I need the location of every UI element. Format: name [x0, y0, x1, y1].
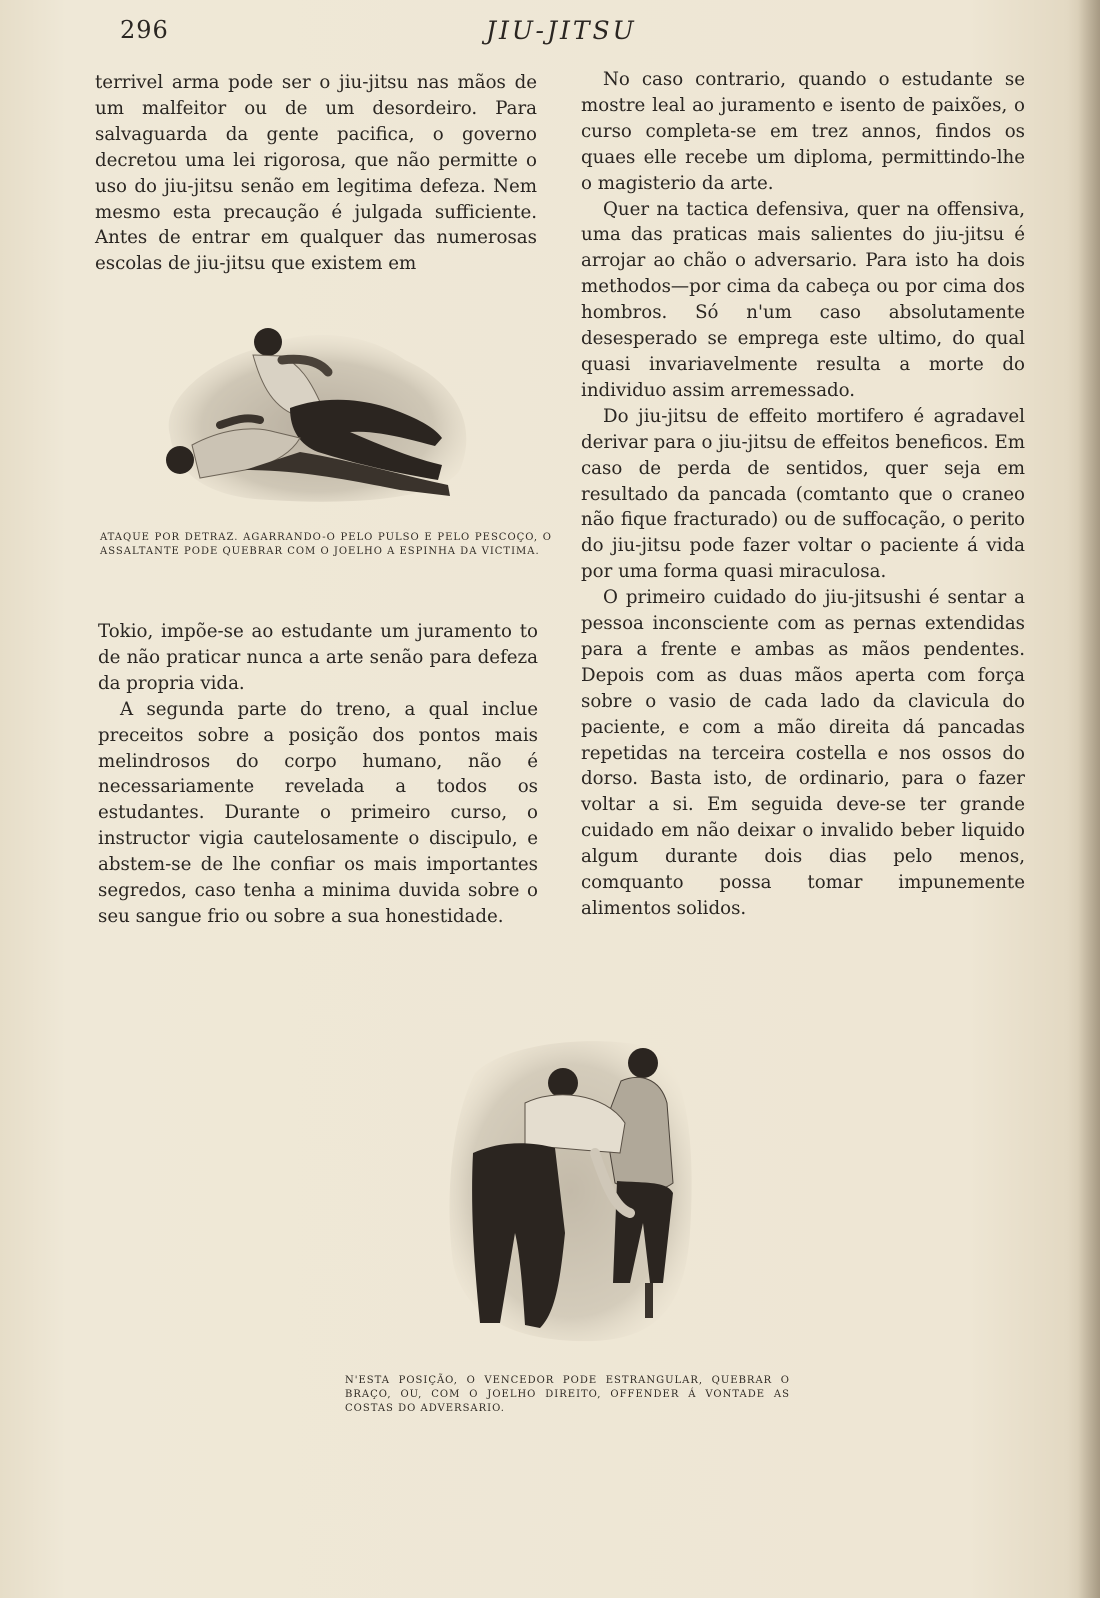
photo-attack-from-behind — [150, 320, 477, 510]
right-column — [581, 67, 1025, 922]
running-title: JIU-JITSU — [486, 16, 637, 45]
paragraph: Tokio, impõe-se ao estudante um juramento to de não praticar nunca a arte senão para defeza da propria vida. — [98, 621, 538, 694]
paragraph: A segunda parte do treno, a qual inclue preceitos sobre a posição dos pontos mais melindrosos do corpo humano, não é necessariamente revelada a todos os estudantes. Durante o primeiro curso, o instructor vigia cautelosamente o discipulo, e abstem-se de lhe confiar os mais importantes segredos, caso tenha a minima duvida sobre o seu sangue frio ou sobre a sua honestidade. — [98, 698, 538, 927]
paragraph: Quer na tactica defensiva, quer na offensiva, uma das praticas mais salientes do jiu-jitsu é arrojar ao chão o adversario. Para isto ha dois methodos—por cima da cabeça ou por cima dos hombros. Só n'um caso absolutamente desesperado se emprega este ultimo, do qual quasi invariavelmente resulta a morte do individuo assim arremessado. — [581, 198, 1025, 401]
paragraph: No caso contrario, quando o estudante se mostre leal ao juramento e isento de paixões, o curso completa-se em trez annos, findos os quaes elle recebe um diploma, permittindo-lhe o magisterio da arte. — [581, 69, 1025, 194]
photo-standing-hold — [445, 1033, 697, 1343]
paragraph: terrivel arma pode ser o jiu-jitsu nas mãos de um malfeitor ou de um desordeiro. Para salvaguarda da gente pacifica, o governo decretou uma lei rigorosa, que não permitte o uso do jiu-jitsu senão em legitima defeza. Nem mesmo esta precaução é julgada sufficiente. Antes de entrar em qualquer das numerosas escolas de jiu-jitsu que existem em — [95, 72, 537, 275]
page-spine-shadow — [1078, 0, 1100, 1598]
paragraph: Do jiu-jitsu de effeito mortifero é agradavel derivar para o jiu-jitsu de effeitos beneficos. Em caso de perda de sentidos, quer seja em resultado da pancada (comtanto que o craneo não fique fracturado) ou de suffocação, o perito do jiu-jitsu pode fazer voltar o paciente á vida por uma forma quasi miraculosa. — [581, 405, 1025, 583]
figure-caption: ATAQUE POR DETRAZ. AGARRANDO-O PELO PULSO E PELO PESCOÇO, O ASSALTANTE PODE QUEBRAR COM O JOELHO A ESPINHA DA VICTIMA. — [100, 532, 552, 557]
figure-caption: N'ESTA POSIÇÃO, O VENCEDOR PODE ESTRANGULAR, QUEBRAR O BRAÇO, OU, COM O JOELHO DIREITO, OFFENDER Á VONTADE AS COSTAS DO ADVERSARIO. — [345, 1375, 790, 1414]
left-column-top — [95, 70, 537, 277]
paragraph: O primeiro cuidado do jiu-jitsushi é sentar a pessoa inconsciente com as pernas extendidas para a frente e ambas as mãos pendentes. Depois com as duas mãos aperta com força sobre o vasio de cada lado da clavicula do paciente, e com a mão direita dá pancadas repetidas na terceira costella e nos ossos do dorso. Basta isto, de ordinario, para o fazer voltar a si. Em seguida deve-se ter grande cuidado em não deixar o invalido beber liquido algum durante dois dias pelo menos, comquanto possa tomar impunemente alimentos solidos. — [581, 587, 1025, 919]
left-column-bottom — [98, 619, 538, 930]
page-number: 296 — [120, 16, 169, 44]
